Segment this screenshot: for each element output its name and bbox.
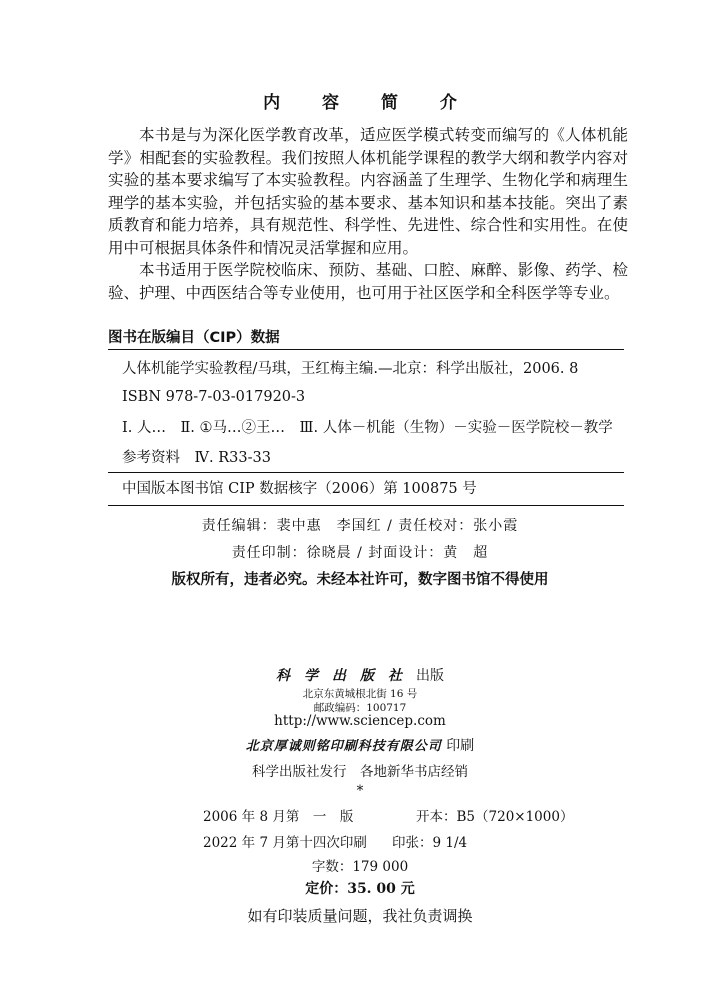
printer-line — [0, 735, 720, 755]
cip-middle-rule — [108, 472, 624, 473]
publisher-suffix: 出版 — [416, 668, 444, 684]
printer-suffix: 印刷 — [446, 738, 475, 754]
first-edition-date: 2006 年 8 月第 一 版 — [203, 809, 354, 825]
quality-notice: 如有印装质量问题，我社负责调换 — [247, 907, 473, 925]
cip-library-record: 中国版本图书馆 CIP 数据核字（2006）第 100875 号 — [122, 481, 477, 497]
staff-line-2: 责任印制：徐晓晨 / 封面设计：黄 超 — [231, 545, 489, 561]
printed-sheets: 印张：9 1/4 — [392, 835, 468, 851]
cip-subjects: Ⅰ. 人… Ⅱ. ①马…②王… Ⅲ. 人体－机能（生物）－实验－医学院校－教学参考资料 Ⅳ. R33-33 — [122, 420, 613, 466]
separator-star: * — [356, 783, 364, 799]
publisher-url: http://www.sciencep.com — [274, 713, 446, 729]
cip-record: 人体机能学实验教程/马琪，王红梅主编.—北京：科学出版社，2006. 8 — [122, 361, 579, 377]
page-title: 内 容 简 介 — [263, 93, 475, 113]
publisher-address: 北京东黄城根北街 16 号 — [302, 688, 418, 700]
cip-isbn: ISBN 978-7-03-017920-3 — [122, 389, 306, 405]
printer-name: 北京厚诚则铭印刷科技有限公司 — [245, 739, 442, 754]
reprint-date: 2022 年 7 月第十四次印刷 — [203, 835, 367, 851]
publisher-name: 科学出版社 — [276, 668, 416, 684]
book-format: 开本：B5（720×1000） — [416, 809, 574, 825]
cip-heading: 图书在版编目（CIP）数据 — [108, 330, 280, 346]
intro-paragraph-1: 本书是与为深化医学教育改革，适应医学模式转变而编写的《人体机能学》相配套的实验教程。我们按照人体机能学课程的教学大纲和教学内容对实验的基本要求编写了本实验教程。内容涵盖了生理学、生物化学和病理生理学的基本实验，并包括实验的基本要求、基本知识和基本技能。突出了素质教育和能力培养，具有规范性、科学性、先进性、综合性和实用性。在使用中可根据具体条件和情况灵活掌握和应用。 — [108, 126, 628, 257]
cip-top-rule — [108, 349, 624, 350]
cip-bottom-rule — [108, 505, 624, 506]
rights-notice: 版权所有，违者必究。未经本社许可，数字图书馆不得使用 — [171, 572, 549, 588]
word-count: 字数：179 000 — [311, 859, 409, 875]
distribution-line: 科学出版社发行 各地新华书店经销 — [252, 764, 468, 780]
introduction — [108, 124, 628, 304]
staff-line-1: 责任编辑：裴中惠 李国红 / 责任校对：张小霞 — [201, 518, 519, 534]
price: 定价：35. 00 元 — [305, 881, 415, 897]
intro-paragraph-2: 本书适用于医学院校临床、预防、基础、口腔、麻醉、影像、药学、检验、护理、中西医结合等专业使用，也可用于社区医学和全科医学等专业。 — [108, 261, 628, 302]
publisher-postcode: 邮政编码：100717 — [313, 702, 407, 714]
publisher-line — [0, 665, 720, 685]
